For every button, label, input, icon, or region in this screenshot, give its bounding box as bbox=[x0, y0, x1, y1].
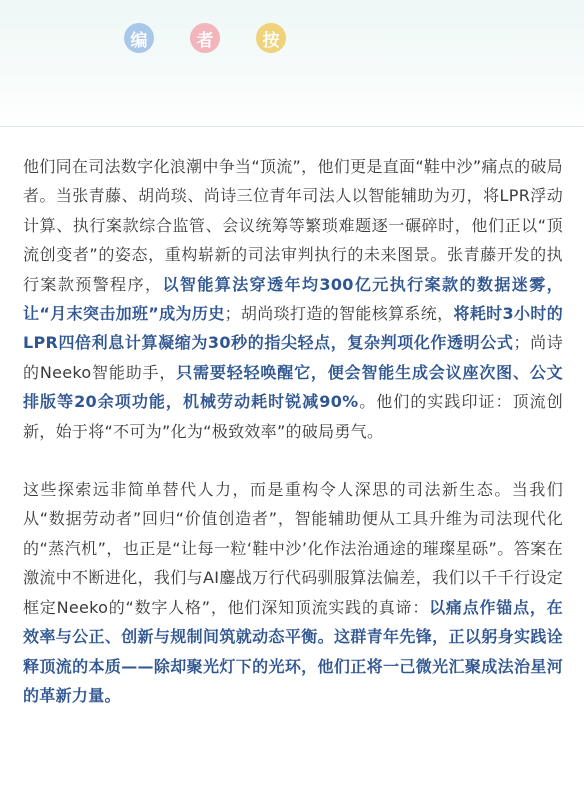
text-segment: 。他们的实践印证：顶流创新，始于将“不可为”化为“极致效率”的破局勇气。 bbox=[23, 392, 563, 441]
text-segment: 这些探索远非简单替代人力，而是重构令人深思的司法新生态。当我们从“数据劳动者”回归“价值创造者”，智能辅助便从工具升维为司法现代化的“蒸汽机”，也正是“让每一粒‘鞋中沙’化作法治通途的璀璨星砾”。答案在激流中不断进化，我们与AI鏖战万行代码驯服算法偏差，我们以千千行设定框定Neeko的“数字人格”，他们深知顶流实践的真谛： bbox=[23, 480, 563, 617]
header-char-circle bbox=[124, 23, 154, 53]
paragraph bbox=[23, 475, 563, 710]
header-char: 编 bbox=[130, 30, 148, 51]
header-char-circle bbox=[190, 23, 220, 53]
highlighted-text: 将耗时3小时的LPR四倍利息计算凝缩为30秒的指尖轻点，复杂判项化作透明公式 bbox=[23, 304, 563, 353]
article-body bbox=[23, 152, 563, 710]
text-segment: 他们同在司法数字化浪潮中争当“顶流”，他们更是直面“鞋中沙”痛点的破局者。当张青藤、胡尚琰、尚诗三位青年司法人以智能辅助为刃，将LPR浮动计算、执行案款综合监管、会议统筹等繁琐难题逐一碾碎时，他们正以“顶流创变者”的姿态，重构崭新的司法审判执行的未来图景。张青藤开发的执行案款预警程序， bbox=[23, 157, 563, 294]
highlighted-text: 以智能算法穿透年均300亿元执行案款的数据迷雾，让“月末突击加班”成为历史 bbox=[23, 274, 563, 324]
text-segment: ；胡尚琰打造的智能核算系统， bbox=[224, 304, 454, 324]
header-char-circle bbox=[256, 23, 286, 53]
highlighted-text: 以痛点作锚点，在效率与公正、创新与规制间筑就动态平衡。这群青年先锋，正以躬身实践诠释顶流的本质——除却聚光灯下的光环，他们正将一己微光汇聚成法治星河的革新力量。 bbox=[23, 597, 563, 705]
editor-note-header bbox=[0, 0, 584, 126]
paragraph bbox=[23, 152, 563, 446]
header-char: 者 bbox=[196, 30, 214, 51]
header-char: 按 bbox=[262, 30, 280, 51]
header-divider bbox=[0, 126, 584, 127]
text-segment: ；尚诗的Neeko智能助手， bbox=[23, 333, 564, 382]
highlighted-text: 只需要轻轻唤醒它，便会智能生成会议座次图、公文排版等20余项功能，机械劳动耗时锐减90% bbox=[23, 362, 563, 412]
